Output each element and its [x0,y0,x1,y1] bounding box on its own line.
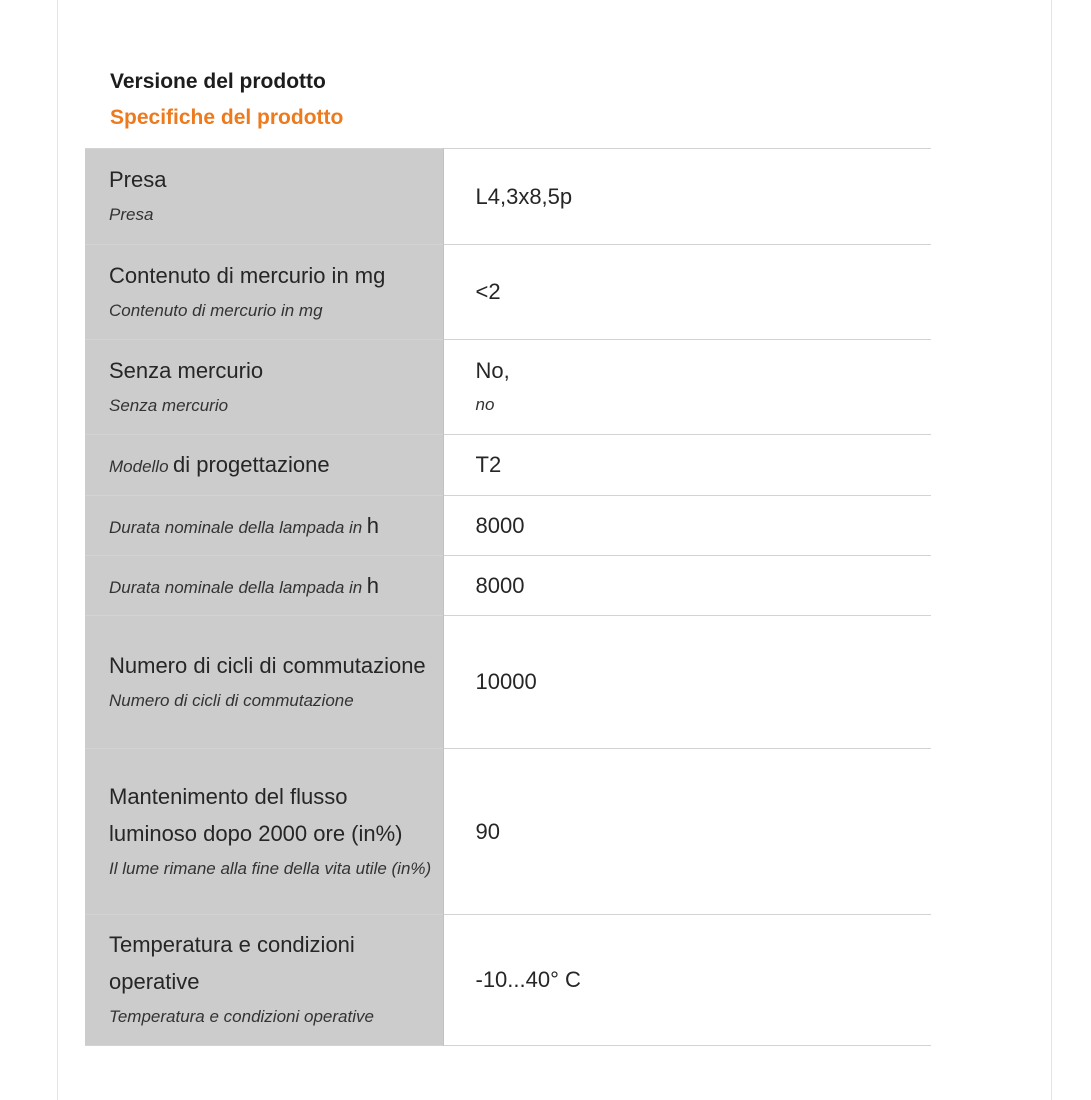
spec-label-cell [85,496,443,556]
spec-row-rated-lifetime [85,556,931,616]
spec-label-sub: Presa [109,205,154,224]
spec-label-sub: Senza mercurio [109,395,229,415]
spec-row-presa [85,149,931,245]
spec-value: 8000 [475,512,525,538]
spec-value-cell [443,149,931,245]
spec-label-cell [85,915,443,1046]
spec-value: -10...40° C [475,967,581,992]
spec-label: Presa [109,167,167,192]
spec-label-italic: Durata nominale della lampada in [109,517,363,537]
spec-label-normal: h [366,572,379,598]
spec-value-cell [443,749,931,915]
spec-label-normal: h [366,512,379,538]
spec-label-cell [85,149,443,245]
spec-value: T2 [475,452,502,477]
spec-value: 90 [475,818,500,844]
spec-label: Numero di cicli di commutazione [109,652,426,678]
section-title: Versione del prodotto [110,70,326,93]
spec-value-cell [443,340,931,435]
section-subtitle: Specifiche del prodotto [110,106,344,129]
spec-row-design-model [85,435,931,496]
spec-value-cell [443,435,931,496]
spec-row-mercury-free [85,340,931,435]
spec-value-cell [443,496,931,556]
spec-value: <2 [475,279,501,304]
spec-label: Temperatura e condizioni operative [109,932,355,994]
spec-label-cell [85,435,443,496]
spec-label-sub: Contenuto di mercurio in mg [109,300,323,320]
spec-row-switching-cycles [85,616,931,749]
spec-label-cell [85,245,443,340]
spec-label-cell [85,340,443,435]
spec-label-normal: di progettazione [173,452,330,477]
spec-value: 10000 [475,669,537,694]
spec-label-sub: Il lume rimane alla fine della vita utile (in%) [109,858,432,878]
spec-row-mercury-content [85,245,931,340]
spec-label-cell [85,616,443,749]
spec-row-lumen-maintenance [85,749,931,915]
spec-label-sub: Numero di cicli di commutazione [109,690,354,710]
spec-value: No, [475,358,510,383]
spec-table [85,148,931,1046]
spec-label-sub: Temperatura e condizioni operative [109,1007,374,1026]
spec-row-operating-temperature [85,915,931,1046]
spec-label: Mantenimento del flusso luminoso dopo 2000 ore (in%) [109,783,403,846]
spec-row-rated-lifetime [85,496,931,556]
spec-value: 8000 [475,572,525,598]
spec-label-italic: Modello [109,457,169,476]
spec-value-sub: no [475,395,495,414]
spec-label-cell [85,749,443,915]
spec-value-cell [443,616,931,749]
spec-value-cell [443,915,931,1046]
spec-value: L4,3x8,5p [475,183,573,209]
spec-label: Senza mercurio [109,357,264,383]
spec-label-cell [85,556,443,616]
spec-value-cell [443,245,931,340]
spec-value-cell [443,556,931,616]
spec-label: Contenuto di mercurio in mg [109,262,386,288]
spec-label-italic: Durata nominale della lampada in [109,577,363,597]
